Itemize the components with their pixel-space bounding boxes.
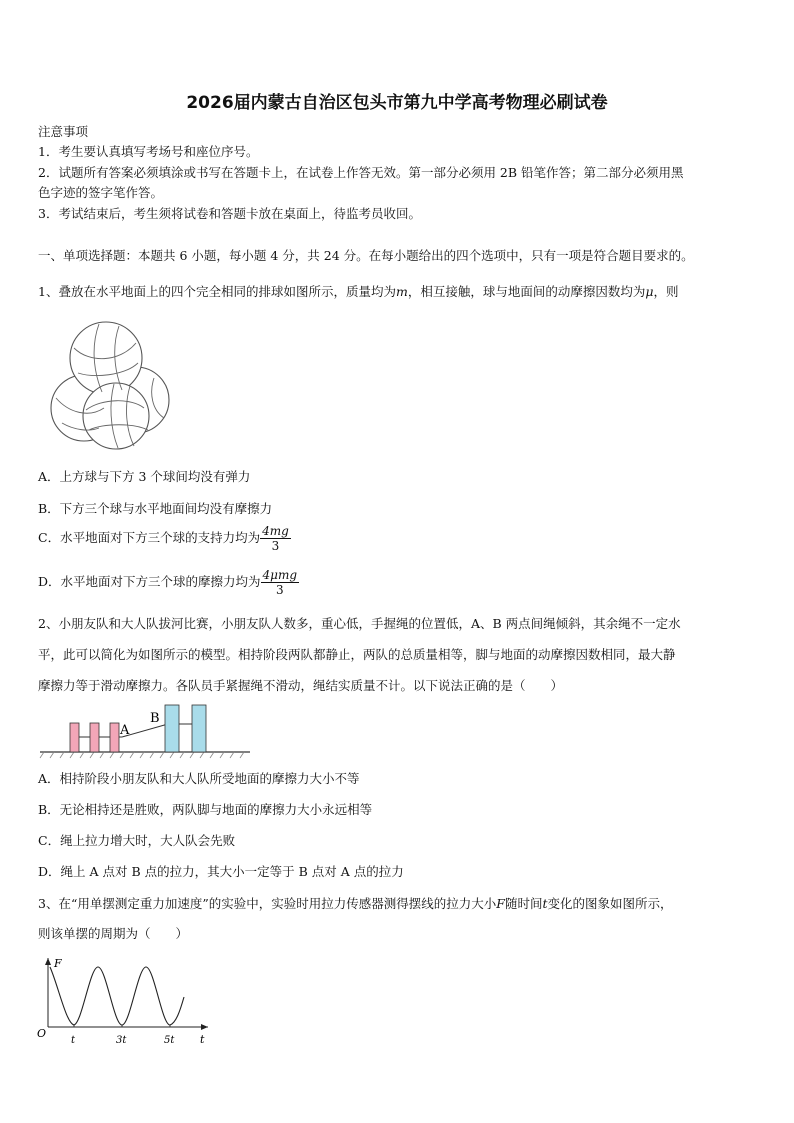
notice-item-2-cont: 色字迹的签字笔作答。 [38,185,164,200]
adults-team [165,705,206,752]
y-axis-label: F [54,957,62,970]
kids-team [70,723,119,752]
notice-item-3: 3．考试结束后，考生须将试卷和答题卡放在桌面上，待监考员收回。 [38,206,421,221]
q2-option-d: D．绳上 A 点对 B 点的拉力，其大小一定等于 B 点对 A 点的拉力 [38,864,404,879]
q1-option-d: D．水平地面对下方三个球的摩擦力均为 $\frac{\text{4μmg}}{3}$ [38,568,298,597]
x-axis-label: t [200,1033,205,1046]
q3-stem-line1: 3、在“用单摆测定重力加速度”的实验中，实验时用拉力传感器测得摆线的拉力大小F随时间t变化的图象如图所示， [38,896,673,911]
point-a-label: A [120,723,130,738]
q2-option-b: B．无论相持还是胜败，两队脚与地面的摩擦力大小永远相等 [38,802,373,817]
tick-label: 3t [116,1035,127,1046]
q1-option-a: A．上方球与下方 3 个球间均没有弹力 [38,469,251,484]
q2-stem-line3: 摩擦力等于滑动摩擦力。各队员手紧握绳不滑动，绳结实质量不计。以下说法正确的是（ ） [38,678,564,693]
notice-item-2: 2．试题所有答案必须填涂或书写在答题卡上，在试卷上作答无效。第一部分必须用 2B 铅笔作答；第二部分必须用黑 [38,165,684,180]
force-time-graph [36,955,216,1047]
q2-stem-line2: 平，此可以简化为如图所示的模型。相持阶段两队都静止，两队的总质量相等，脚与地面的动摩擦因数相同，最大静 [38,647,676,662]
page-title: 2026届内蒙古自治区包头市第九中学高考物理必刷试卷 [186,93,608,113]
q2-stem-line1: 2、小朋友队和大人队拔河比赛，小朋友队人数多，重心低，手握绳的位置低，A、B 两点间绳倾斜，其余绳不一定水 [38,616,681,631]
section-heading: 一、单项选择题：本题共 6 小题，每小题 4 分，共 24 分。在每小题给出的四个选项中，只有一项是符合题目要求的。 [38,248,694,263]
tick-label: t [71,1035,76,1046]
point-b-label: B [150,711,160,726]
q3-stem-line2: 则该单摆的周期为（ ） [38,926,189,941]
notice-item-1: 1．考生要认真填写考场号和座位序号。 [38,144,259,159]
q1-stem: 1、叠放在水平地面上的四个完全相同的排球如图所示，质量均为m，相互接触，球与地面间的动摩擦因数均为μ，则 [38,284,679,299]
q1-option-c: C．水平地面对下方三个球的支持力均为 $\frac{4mg}{3}$ [38,524,289,553]
q1-option-b: B．下方三个球与水平地面间均没有摩擦力 [38,501,273,516]
volleyball-stack-figure [44,318,176,448]
origin-label: O [37,1027,47,1040]
q2-option-c: C．绳上拉力增大时，大人队会先败 [38,833,236,848]
notice-heading: 注意事项 [38,124,89,139]
q2-option-a: A．相持阶段小朋友队和大人队所受地面的摩擦力大小不等 [38,771,360,786]
tick-label: 5t [164,1035,175,1046]
tug-of-war-figure [40,700,250,762]
